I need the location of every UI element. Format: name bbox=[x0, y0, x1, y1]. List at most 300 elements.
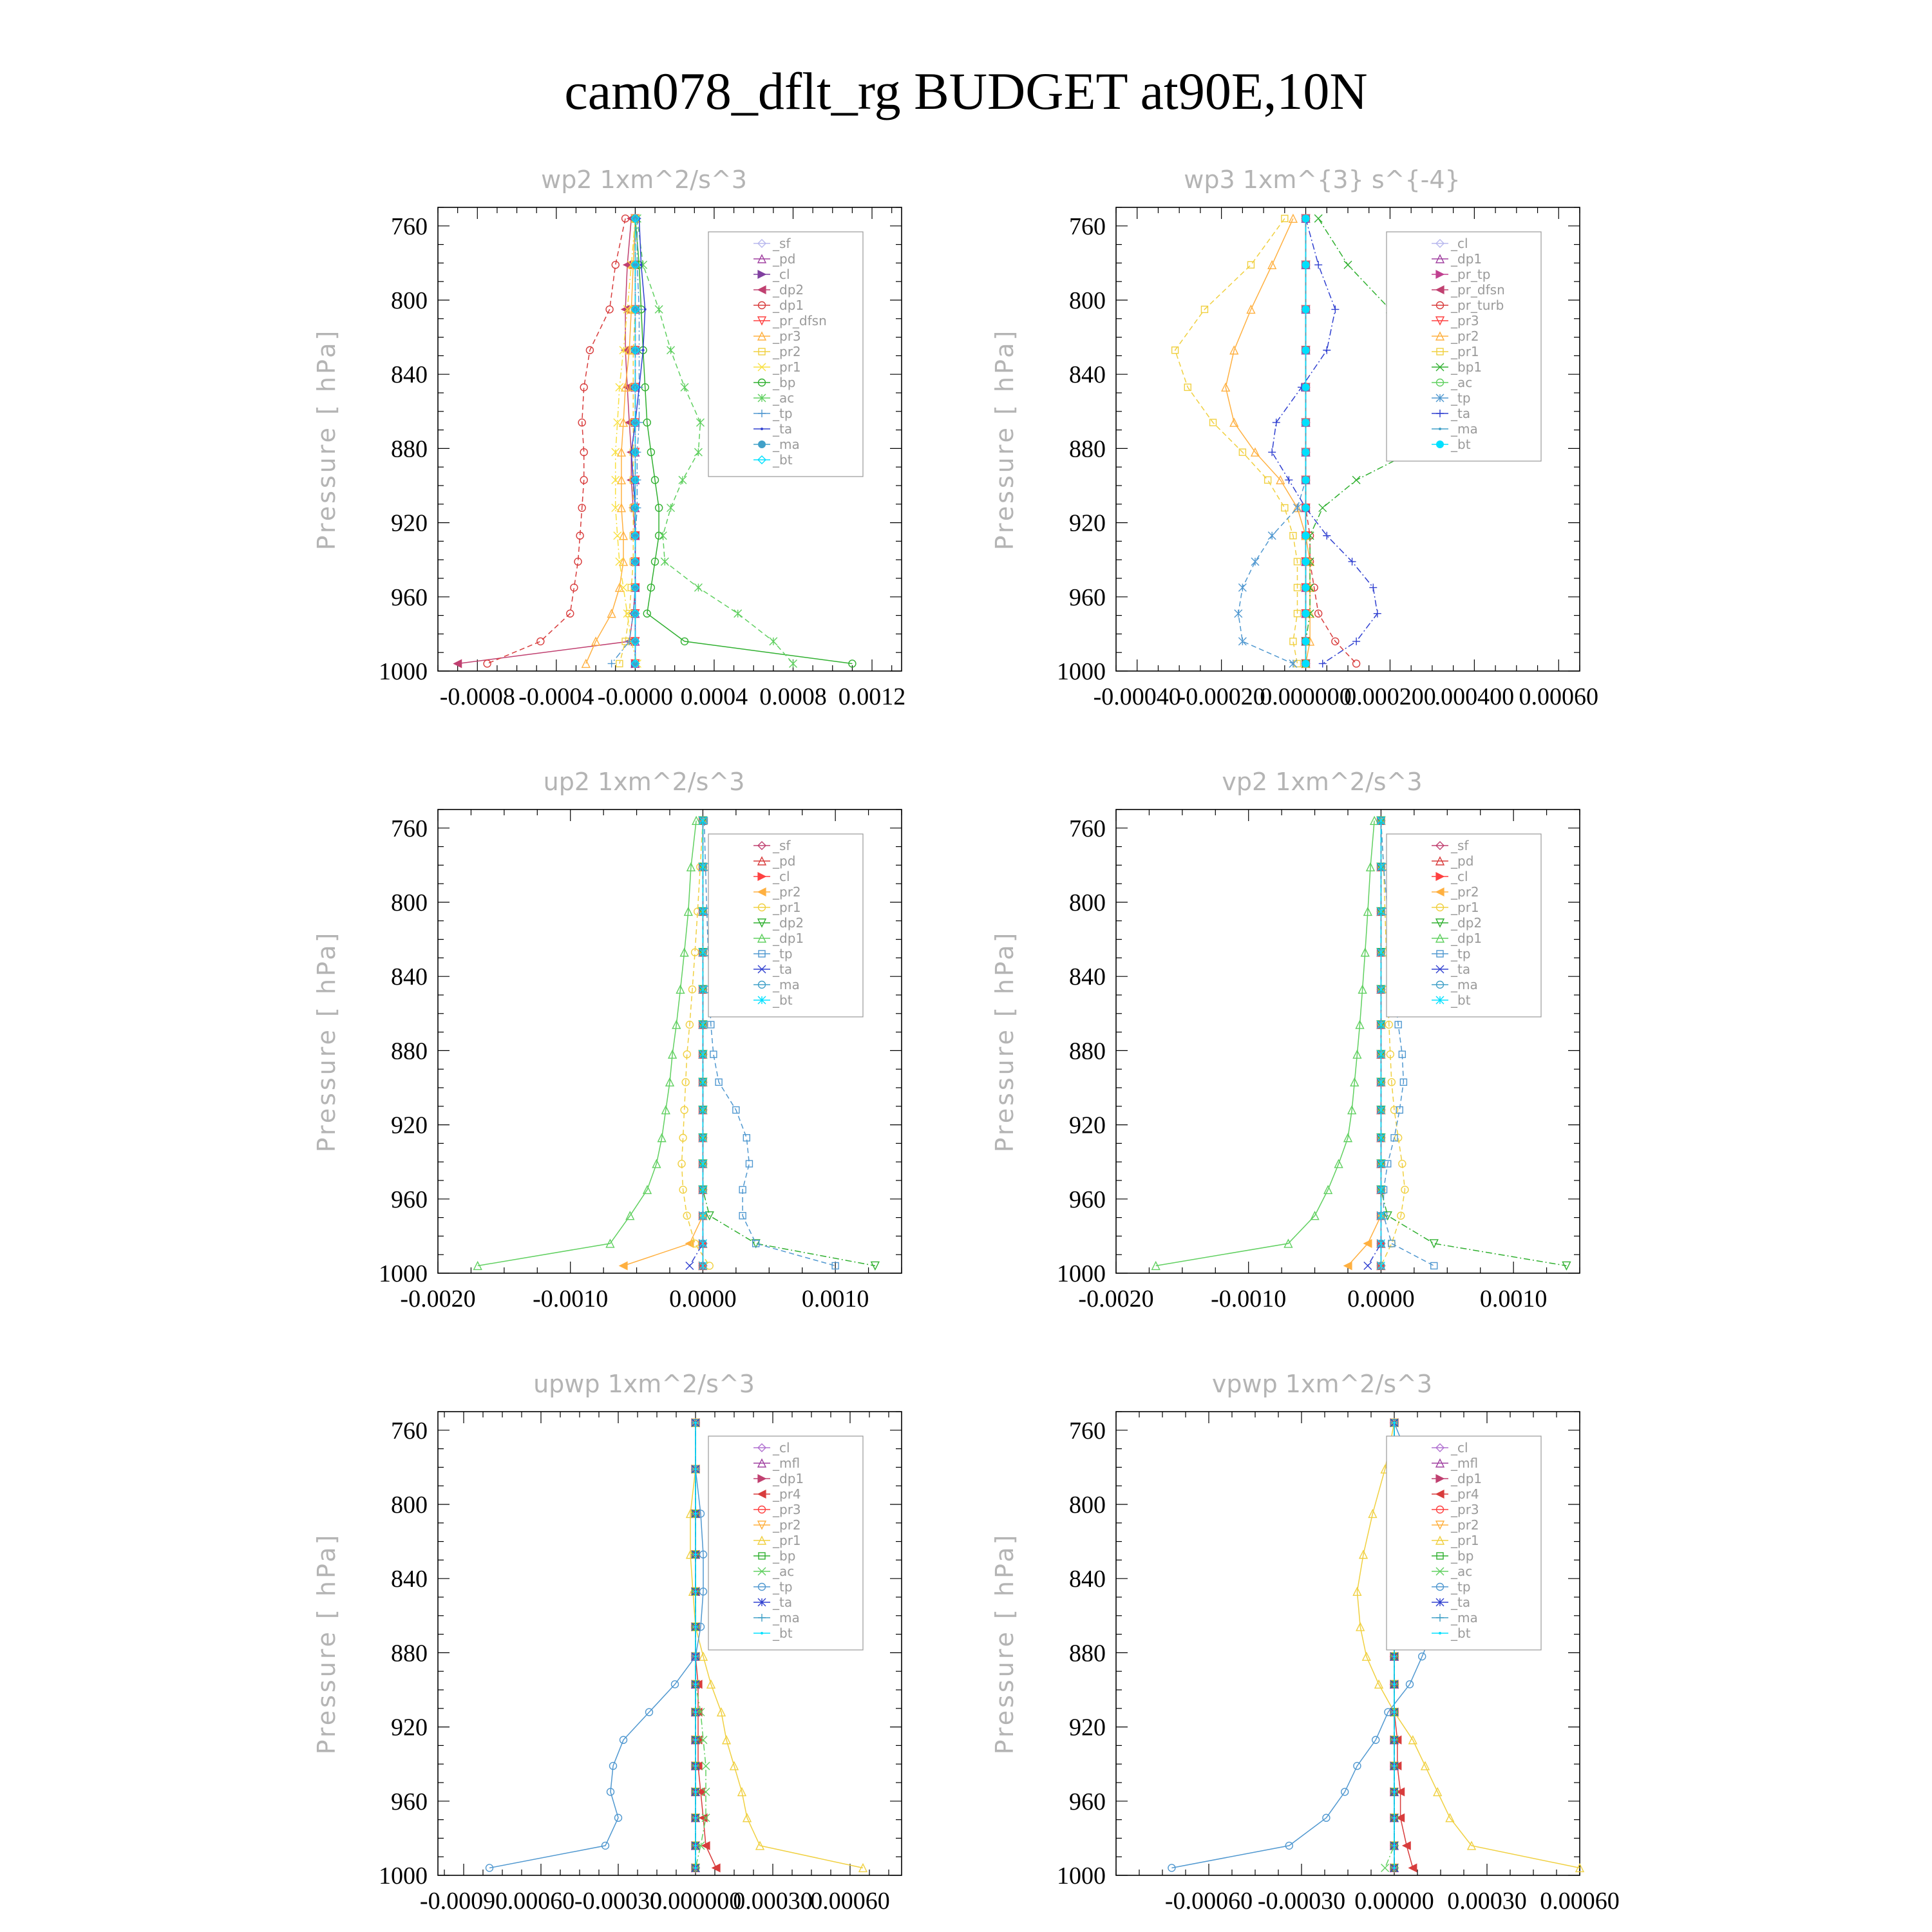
x-tick-label: -0.0010 bbox=[1211, 1285, 1287, 1312]
legend-label: _pr2 bbox=[773, 344, 801, 359]
legend-label: _dp1 bbox=[773, 931, 804, 946]
y-tick-label: 960 bbox=[391, 1186, 428, 1213]
series-dp2 bbox=[454, 214, 639, 667]
y-tick-label: 920 bbox=[391, 1112, 428, 1139]
y-tick-label: 1000 bbox=[379, 1862, 428, 1889]
y-tick-label: 840 bbox=[391, 361, 428, 389]
legend-label: _pr3 bbox=[1451, 1502, 1479, 1517]
x-tick-label: 0.00030 bbox=[733, 1888, 813, 1915]
series-line bbox=[1272, 218, 1378, 663]
legend-label: _pr4 bbox=[773, 1486, 801, 1502]
legend-label: _bt bbox=[773, 452, 793, 468]
y-tick-label: 960 bbox=[391, 1788, 428, 1815]
legend-label: _bt bbox=[773, 1625, 793, 1641]
y-axis-label: Pressure [ hPa] bbox=[312, 930, 341, 1153]
data-point bbox=[1273, 419, 1280, 426]
y-tick-label: 880 bbox=[1069, 1037, 1106, 1065]
data-point bbox=[1393, 1683, 1396, 1685]
data-point bbox=[620, 1262, 627, 1269]
data-point bbox=[734, 610, 742, 618]
legend-label: _dp2 bbox=[773, 915, 804, 931]
y-tick-label: 840 bbox=[391, 1566, 428, 1593]
legend-label: _ta bbox=[773, 1595, 793, 1610]
x-tick-label: 0.0010 bbox=[801, 1285, 869, 1312]
data-point bbox=[1302, 261, 1309, 269]
data-point bbox=[1393, 1790, 1396, 1793]
panel-3 bbox=[312, 768, 902, 1312]
data-point bbox=[694, 1625, 697, 1628]
data-point bbox=[1289, 214, 1297, 222]
y-tick-label: 920 bbox=[1069, 1112, 1106, 1139]
legend-label: _pr1 bbox=[773, 900, 801, 915]
x-tick-label: 0.0000 bbox=[1347, 1285, 1415, 1312]
legend-label: _mfl bbox=[773, 1455, 800, 1471]
data-point bbox=[694, 1844, 697, 1847]
panel-title: vp2 1xm^2/s^3 bbox=[1222, 768, 1423, 796]
legend-label: _pr_turb bbox=[1451, 298, 1504, 313]
legend bbox=[1387, 834, 1541, 1017]
data-point bbox=[1302, 660, 1309, 667]
series-line bbox=[690, 820, 703, 1265]
legend-label: _sf bbox=[773, 236, 791, 251]
legend-marker bbox=[1437, 441, 1444, 448]
data-point bbox=[1393, 1655, 1396, 1658]
legend-label: _bp bbox=[773, 375, 796, 390]
panel-title: up2 1xm^2/s^3 bbox=[543, 768, 745, 796]
legend-label: _bt bbox=[1451, 437, 1471, 452]
y-tick-label: 1000 bbox=[379, 1260, 428, 1287]
y-tick-label: 840 bbox=[1069, 1566, 1106, 1593]
legend-label: _pr2 bbox=[773, 884, 801, 900]
y-tick-label: 960 bbox=[391, 583, 428, 611]
data-point bbox=[694, 448, 702, 456]
data-point bbox=[1282, 505, 1288, 511]
y-axis-label: Pressure [ hPa] bbox=[312, 328, 341, 551]
series-pr2 bbox=[1344, 817, 1385, 1269]
y-tick-label: 920 bbox=[391, 509, 428, 537]
legend-label: _dp2 bbox=[1451, 915, 1482, 931]
y-tick-label: 800 bbox=[391, 287, 428, 314]
data-point bbox=[1282, 215, 1288, 222]
series-pr2 bbox=[1222, 214, 1314, 667]
legend-label: _ma bbox=[1451, 1610, 1478, 1625]
data-point bbox=[1302, 477, 1309, 484]
series-line bbox=[1175, 218, 1298, 663]
legend-label: _cl bbox=[1451, 1440, 1468, 1455]
data-point bbox=[1393, 1421, 1396, 1424]
x-tick-label: 0.0010 bbox=[1479, 1285, 1548, 1312]
y-tick-label: 760 bbox=[1069, 1417, 1106, 1444]
data-point bbox=[1403, 1842, 1410, 1850]
data-point bbox=[667, 504, 675, 512]
legend-label: _ac bbox=[773, 1564, 795, 1579]
data-point bbox=[642, 349, 645, 352]
y-tick-label: 840 bbox=[391, 963, 428, 991]
data-point bbox=[694, 1590, 697, 1593]
y-tick-label: 880 bbox=[391, 435, 428, 463]
legend-label: _pr2 bbox=[773, 1517, 801, 1533]
series-pr1 bbox=[1172, 215, 1301, 667]
data-point bbox=[1302, 346, 1309, 354]
data-point bbox=[686, 1262, 694, 1269]
data-point bbox=[694, 1765, 697, 1767]
y-tick-label: 920 bbox=[1069, 1714, 1106, 1741]
x-tick-label: -0.0010 bbox=[533, 1285, 609, 1312]
panel-5 bbox=[312, 1370, 902, 1915]
data-point bbox=[655, 305, 663, 313]
legend-marker bbox=[1439, 1632, 1441, 1634]
legend-label: _sf bbox=[1451, 838, 1469, 853]
legend-label: _dp1 bbox=[1451, 931, 1482, 946]
data-point bbox=[1431, 1262, 1437, 1269]
legend-label: _ac bbox=[1451, 1564, 1473, 1579]
panel-title: vpwp 1xm^2/s^3 bbox=[1211, 1370, 1433, 1398]
data-point bbox=[694, 1553, 697, 1556]
data-point bbox=[1374, 610, 1381, 618]
x-tick-label: -0.00060 bbox=[1164, 1888, 1253, 1915]
legend-label: _tp bbox=[1451, 390, 1471, 406]
data-point bbox=[620, 583, 627, 591]
data-point bbox=[1344, 261, 1352, 269]
y-tick-label: 960 bbox=[1069, 1186, 1106, 1213]
y-tick-label: 800 bbox=[1069, 287, 1106, 314]
legend-label: _pr4 bbox=[1451, 1486, 1479, 1502]
legend-label: _sf bbox=[773, 838, 791, 853]
series-tp bbox=[486, 1419, 707, 1871]
panel-6 bbox=[990, 1370, 1620, 1915]
data-point bbox=[694, 1683, 697, 1685]
data-point bbox=[1302, 449, 1309, 456]
data-point bbox=[537, 638, 544, 645]
panel-4 bbox=[990, 768, 1580, 1312]
legend bbox=[708, 1436, 863, 1650]
panel-2 bbox=[990, 166, 1598, 710]
x-tick-label: -0.00020 bbox=[1177, 683, 1265, 710]
legend-label: _cl bbox=[773, 1440, 790, 1455]
y-tick-label: 800 bbox=[1069, 889, 1106, 916]
legend-label: _bt bbox=[773, 992, 793, 1008]
x-tick-label: -0.0004 bbox=[518, 683, 594, 710]
legend bbox=[708, 232, 863, 477]
legend-label: _dp1 bbox=[1451, 251, 1482, 267]
data-point bbox=[1302, 610, 1309, 617]
legend-label: _cl bbox=[773, 869, 790, 884]
figure-title: cam078_dflt_rg BUDGET at90E,10N bbox=[564, 62, 1368, 120]
data-point bbox=[712, 1864, 720, 1871]
data-point bbox=[694, 1512, 697, 1515]
x-tick-label: 0.000000 bbox=[649, 1888, 742, 1915]
y-tick-label: 840 bbox=[1069, 963, 1106, 991]
y-tick-label: 1000 bbox=[1057, 1260, 1106, 1287]
legend-label: _ma bbox=[1451, 977, 1478, 992]
legend-label: _pd bbox=[1451, 853, 1474, 869]
legend-label: _pd bbox=[773, 853, 796, 869]
data-point bbox=[1323, 532, 1331, 540]
data-point bbox=[1331, 305, 1339, 313]
data-point bbox=[694, 1655, 697, 1658]
data-point bbox=[1268, 532, 1276, 540]
x-tick-label: -0.0020 bbox=[400, 1285, 476, 1312]
data-point bbox=[1319, 659, 1327, 667]
data-point bbox=[1238, 638, 1246, 645]
data-point bbox=[746, 1160, 752, 1167]
legend-label: _pr2 bbox=[1451, 328, 1479, 344]
legend-label: _pr3 bbox=[1451, 313, 1479, 328]
legend-label: _ac bbox=[1451, 375, 1473, 390]
data-point bbox=[696, 419, 704, 426]
panel-title: wp3 1xm^{3} s^{-4} bbox=[1184, 166, 1461, 194]
legend-label: _bp bbox=[1451, 1548, 1474, 1564]
series-ta bbox=[1364, 817, 1385, 1269]
series-pr1 bbox=[678, 817, 713, 1269]
data-point bbox=[1293, 504, 1301, 512]
data-point bbox=[1393, 1817, 1396, 1819]
x-tick-label: 0.00060 bbox=[1519, 683, 1599, 710]
legend-label: _tp bbox=[773, 1579, 793, 1595]
data-point bbox=[1251, 558, 1259, 565]
y-tick-label: 760 bbox=[1069, 213, 1106, 240]
legend-label: _pr1 bbox=[773, 359, 801, 375]
legend-label: _pr1 bbox=[1451, 1533, 1479, 1548]
legend-label: _pr_tp bbox=[1451, 267, 1491, 282]
legend-label: _ta bbox=[1451, 1595, 1471, 1610]
data-point bbox=[1302, 532, 1309, 539]
legend-label: _tp bbox=[1451, 946, 1471, 961]
legend-label: _pr1 bbox=[1451, 900, 1479, 915]
y-tick-label: 1000 bbox=[1057, 658, 1106, 685]
series-line bbox=[1348, 820, 1381, 1265]
data-point bbox=[1352, 476, 1360, 484]
legend-marker bbox=[759, 441, 766, 448]
panel-title: wp2 1xm^2/s^3 bbox=[541, 166, 747, 194]
data-point bbox=[1302, 584, 1309, 591]
data-point bbox=[1314, 214, 1322, 222]
data-point bbox=[681, 383, 688, 391]
x-tick-label: -0.0020 bbox=[1078, 1285, 1154, 1312]
data-point bbox=[1302, 558, 1309, 565]
data-point bbox=[1393, 1765, 1396, 1767]
legend-label: _dp1 bbox=[1451, 1471, 1482, 1486]
data-point bbox=[616, 558, 623, 565]
y-tick-label: 1000 bbox=[379, 658, 428, 685]
y-tick-label: 920 bbox=[1069, 509, 1106, 537]
data-point bbox=[1381, 1864, 1389, 1871]
y-axis-label: Pressure [ hPa] bbox=[990, 930, 1019, 1153]
legend-label: _dp1 bbox=[773, 298, 804, 313]
y-tick-label: 800 bbox=[391, 1492, 428, 1519]
data-point bbox=[1302, 504, 1309, 511]
data-point bbox=[694, 1468, 697, 1470]
legend-label: _cl bbox=[773, 267, 790, 282]
y-tick-label: 880 bbox=[391, 1640, 428, 1667]
y-axis-label: Pressure [ hPa] bbox=[990, 328, 1019, 551]
legend-label: _cl bbox=[1451, 869, 1468, 884]
legend bbox=[1387, 1436, 1541, 1650]
legend-label: _ta bbox=[1451, 406, 1471, 421]
x-tick-label: 0.00060 bbox=[810, 1888, 890, 1915]
data-point bbox=[1393, 1711, 1396, 1714]
series-pr2 bbox=[620, 817, 706, 1269]
data-point bbox=[752, 1240, 760, 1247]
data-point bbox=[659, 532, 667, 540]
y-tick-label: 880 bbox=[391, 1037, 428, 1065]
data-point bbox=[1268, 448, 1276, 456]
legend-label: _tp bbox=[773, 946, 793, 961]
y-tick-label: 880 bbox=[1069, 1640, 1106, 1667]
x-tick-label: 0.000000 bbox=[1260, 683, 1352, 710]
series-ta bbox=[686, 817, 707, 1269]
data-point bbox=[484, 660, 491, 667]
series-dp1 bbox=[484, 215, 629, 667]
data-point bbox=[694, 1711, 697, 1714]
y-axis-label: Pressure [ hPa] bbox=[312, 1532, 341, 1755]
legend-marker bbox=[1439, 428, 1441, 430]
data-point bbox=[694, 1790, 697, 1793]
data-point bbox=[789, 659, 797, 667]
legend-label: _pr_dfsn bbox=[1451, 282, 1505, 298]
x-tick-label: 0.0012 bbox=[838, 683, 906, 710]
data-point bbox=[1235, 610, 1242, 618]
x-tick-label: -0.00030 bbox=[574, 1888, 663, 1915]
x-tick-label: 0.0000 bbox=[669, 1285, 737, 1312]
data-point bbox=[612, 261, 619, 269]
legend-label: _ta bbox=[773, 961, 793, 977]
series-dp1 bbox=[1152, 817, 1378, 1269]
y-tick-label: 880 bbox=[1069, 435, 1106, 463]
x-tick-label: -0.00090 bbox=[419, 1888, 508, 1915]
legend-label: _ma bbox=[773, 1610, 800, 1625]
series-line bbox=[458, 218, 636, 663]
series-line bbox=[623, 820, 703, 1265]
data-point bbox=[679, 476, 687, 484]
series-line bbox=[489, 1423, 703, 1868]
data-point bbox=[770, 638, 777, 645]
x-tick-label: -0.0008 bbox=[439, 683, 515, 710]
legend-label: _pr1 bbox=[773, 1533, 801, 1548]
legend-label: _ma bbox=[773, 977, 800, 992]
legend-label: _tp bbox=[1451, 1579, 1471, 1595]
x-tick-label: .000400 bbox=[1434, 683, 1515, 710]
y-tick-label: 840 bbox=[1069, 361, 1106, 389]
x-tick-label: 0.00000 bbox=[1354, 1888, 1434, 1915]
y-axis-label: Pressure [ hPa] bbox=[990, 1532, 1019, 1755]
series-line bbox=[1156, 820, 1374, 1265]
legend-label: _mfl bbox=[1451, 1455, 1479, 1471]
legend-label: _ta bbox=[1451, 961, 1471, 977]
legend-label: _dp2 bbox=[773, 282, 804, 298]
y-tick-label: 760 bbox=[391, 1417, 428, 1444]
data-point bbox=[1302, 306, 1309, 313]
legend-label: _bt bbox=[1451, 992, 1471, 1008]
y-tick-label: 760 bbox=[1069, 815, 1106, 842]
y-tick-label: 920 bbox=[391, 1714, 428, 1741]
x-tick-label: 0.000200 bbox=[1344, 683, 1436, 710]
data-point bbox=[644, 308, 647, 310]
legend-label: _ma bbox=[1451, 421, 1478, 437]
legend-label: _pd bbox=[773, 251, 796, 267]
x-tick-label: -0.00040 bbox=[1093, 683, 1181, 710]
legend-label: _pr2 bbox=[1451, 1517, 1479, 1533]
x-tick-label: 0.0008 bbox=[759, 683, 827, 710]
legend-label: _pr1 bbox=[1451, 344, 1479, 359]
y-tick-label: 800 bbox=[1069, 1492, 1106, 1519]
x-tick-label: 0.00060 bbox=[1540, 1888, 1620, 1915]
series-line bbox=[1368, 820, 1381, 1265]
data-point bbox=[1352, 638, 1360, 645]
data-point bbox=[1393, 1739, 1396, 1741]
legend-label: _tp bbox=[773, 406, 793, 421]
legend-label: _bp bbox=[773, 1548, 796, 1564]
series-line bbox=[488, 218, 626, 663]
series-line bbox=[586, 218, 636, 663]
legend-label: _bt bbox=[1451, 1625, 1471, 1641]
panel-title: upwp 1xm^2/s^3 bbox=[533, 1370, 755, 1398]
legend-label: _ta bbox=[773, 421, 793, 437]
y-tick-label: 1000 bbox=[1057, 1862, 1106, 1889]
x-tick-label: -0.0000 bbox=[597, 683, 673, 710]
data-point bbox=[694, 1866, 697, 1869]
data-point bbox=[1323, 346, 1331, 354]
data-point bbox=[1314, 261, 1322, 269]
x-tick-label: 0.00030 bbox=[1447, 1888, 1527, 1915]
legend-marker bbox=[761, 1632, 763, 1634]
legend-label: _pr_dfsn bbox=[773, 313, 827, 328]
data-point bbox=[661, 558, 668, 565]
data-point bbox=[694, 1739, 697, 1741]
series-line bbox=[1238, 218, 1306, 663]
series-tp bbox=[1235, 214, 1310, 667]
data-point bbox=[667, 346, 675, 354]
y-tick-label: 960 bbox=[1069, 583, 1106, 611]
data-point bbox=[1302, 215, 1309, 222]
series-bt bbox=[694, 1421, 697, 1869]
data-point bbox=[1302, 419, 1309, 426]
legend-label: _pr3 bbox=[773, 328, 801, 344]
legend-label: _ac bbox=[773, 390, 795, 406]
legend bbox=[1387, 232, 1541, 461]
data-point bbox=[1238, 583, 1246, 591]
data-point bbox=[694, 1421, 697, 1424]
data-point bbox=[1353, 660, 1360, 667]
data-point bbox=[1302, 384, 1309, 391]
x-tick-label: -0.00030 bbox=[1257, 1888, 1346, 1915]
series-dp1 bbox=[474, 817, 700, 1269]
data-point bbox=[1289, 659, 1297, 667]
data-point bbox=[1409, 1864, 1417, 1871]
series-line bbox=[1306, 218, 1357, 663]
y-tick-label: 960 bbox=[1069, 1788, 1106, 1815]
data-point bbox=[1285, 476, 1293, 484]
legend-label: _dp1 bbox=[773, 1471, 804, 1486]
data-point bbox=[1393, 1866, 1396, 1869]
data-point bbox=[1393, 1844, 1396, 1847]
legend-label: _bp1 bbox=[1451, 359, 1482, 375]
data-point bbox=[694, 583, 702, 591]
series-line bbox=[478, 820, 696, 1265]
x-tick-label: .00060 bbox=[507, 1888, 575, 1915]
data-point bbox=[694, 1817, 697, 1819]
data-point bbox=[1319, 504, 1327, 512]
legend bbox=[708, 834, 863, 1017]
series-pr_turb bbox=[1302, 215, 1360, 667]
data-point bbox=[1364, 1262, 1372, 1269]
legend-label: _pr2 bbox=[1451, 884, 1479, 900]
panel-1 bbox=[312, 166, 905, 710]
data-point bbox=[1388, 1240, 1395, 1247]
legend-label: _pr3 bbox=[773, 1502, 801, 1517]
y-tick-label: 760 bbox=[391, 213, 428, 240]
data-point bbox=[1302, 638, 1309, 645]
